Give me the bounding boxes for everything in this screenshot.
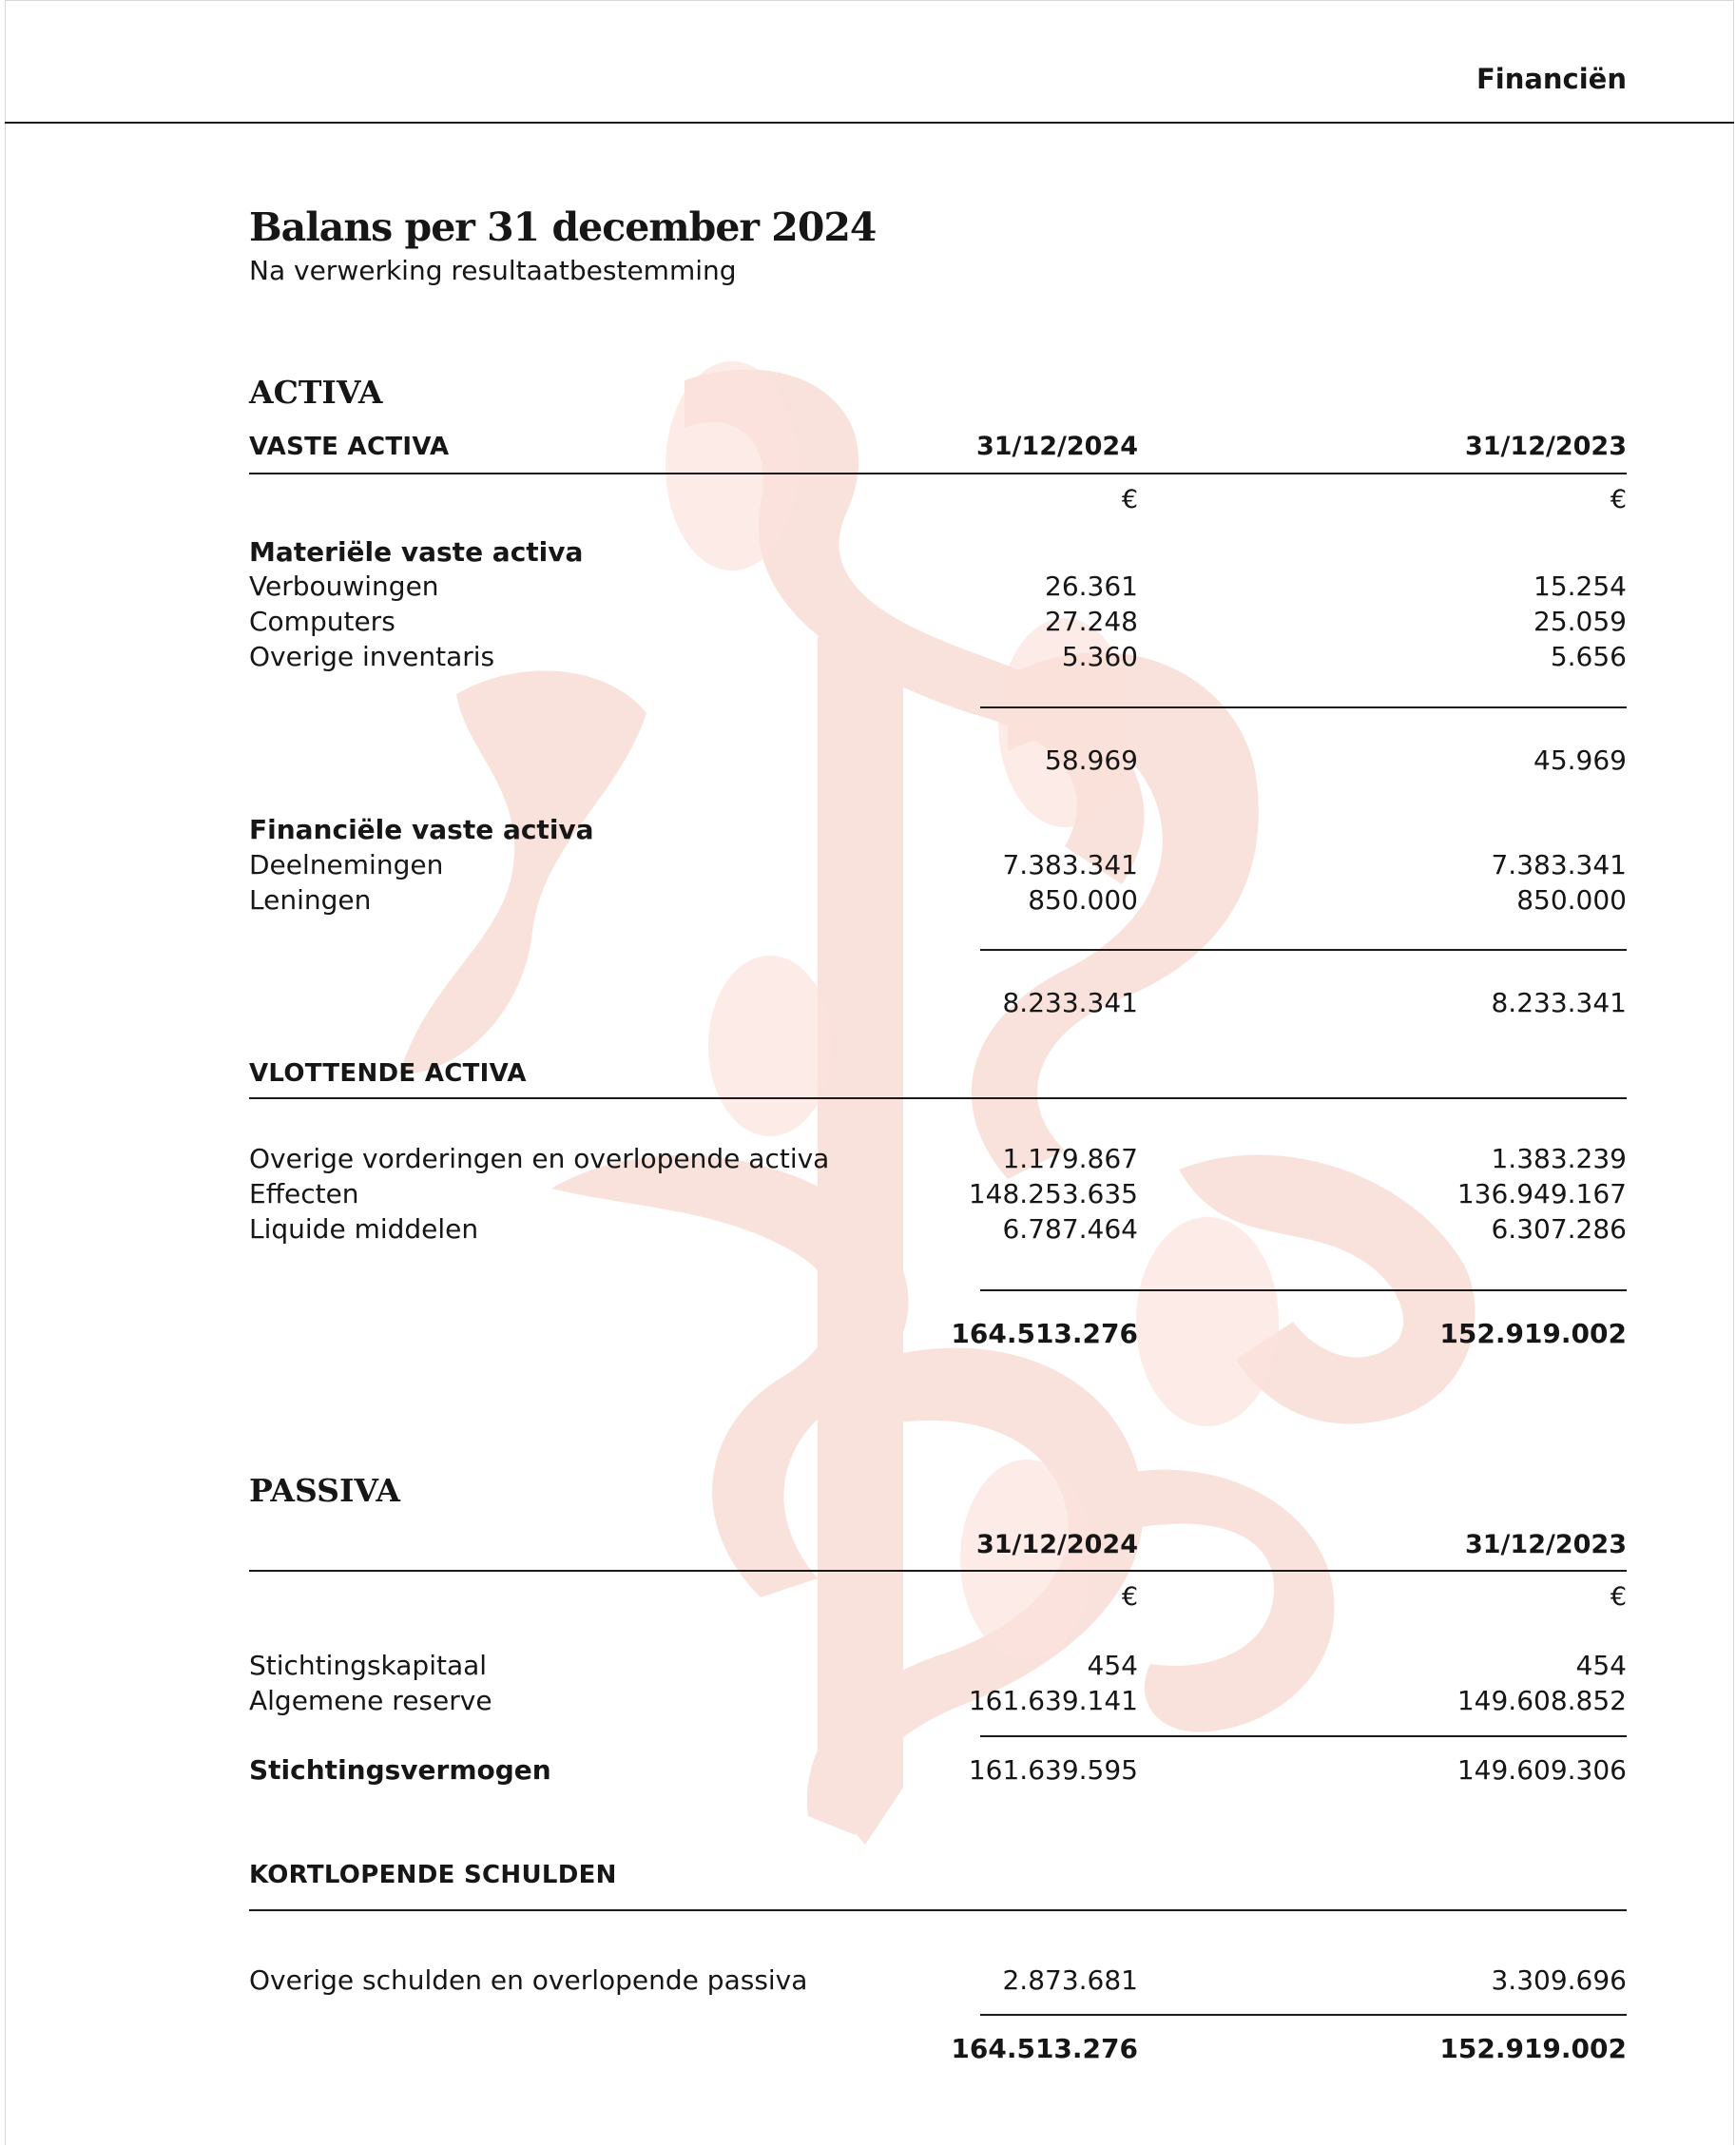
row-label: Leningen bbox=[249, 884, 372, 916]
table-row bbox=[249, 1650, 1627, 1685]
table-row bbox=[249, 606, 1627, 641]
header-divider bbox=[5, 122, 1734, 124]
row-value-2024: 6.787.464 bbox=[1002, 1213, 1138, 1245]
row-value-2023: 3.309.696 bbox=[1491, 1964, 1627, 1996]
row-label: Verbouwingen bbox=[249, 571, 439, 602]
column-header-2024: 31/12/2024 bbox=[975, 1530, 1138, 1559]
currency-2023: € bbox=[1610, 485, 1627, 514]
currency-2023: € bbox=[1610, 1582, 1627, 1612]
total-row bbox=[249, 2033, 1627, 2068]
row-value-2024: 161.639.141 bbox=[968, 1685, 1138, 1716]
total-divider bbox=[980, 2014, 1627, 2016]
row-label: Overige vorderingen en overlopende activa bbox=[249, 1143, 830, 1174]
passiva-total-2024: 164.513.276 bbox=[951, 2033, 1138, 2064]
row-value-2023: 25.059 bbox=[1533, 606, 1627, 637]
kortlopende-schulden-heading: KORTLOPENDE SCHULDEN bbox=[249, 1861, 617, 1889]
row-value-2023: 136.949.167 bbox=[1456, 1178, 1627, 1209]
row-value-2023: 15.254 bbox=[1533, 571, 1627, 602]
vaste-activa-heading: VASTE ACTIVA bbox=[249, 433, 450, 461]
table-row bbox=[249, 884, 1627, 919]
row-value-2024: 850.000 bbox=[1028, 884, 1138, 916]
row-label: Computers bbox=[249, 606, 395, 637]
table-row bbox=[249, 1143, 1627, 1178]
subtotal-divider bbox=[980, 949, 1627, 951]
subtotal-row bbox=[249, 1754, 1627, 1789]
subtotal-divider bbox=[980, 706, 1627, 708]
activa-total-2024: 164.513.276 bbox=[951, 1318, 1138, 1349]
row-value-2023: 149.609.306 bbox=[1456, 1754, 1627, 1786]
divider bbox=[249, 1097, 1627, 1099]
total-row bbox=[249, 1318, 1627, 1353]
row-value-2024: 148.253.635 bbox=[968, 1178, 1138, 1209]
row-value-2024: 7.383.341 bbox=[1002, 849, 1138, 880]
row-value-2023: 850.000 bbox=[1516, 884, 1627, 916]
subtotal-2023: 45.969 bbox=[1533, 745, 1627, 776]
divider bbox=[249, 473, 1627, 474]
page-title: Balans per 31 december 2024 bbox=[249, 204, 877, 250]
row-label: Liquide middelen bbox=[249, 1213, 479, 1245]
row-value-2023: 1.383.239 bbox=[1491, 1143, 1627, 1174]
passiva-title: PASSIVA bbox=[249, 1472, 401, 1509]
table-row bbox=[249, 849, 1627, 884]
subtotal-row bbox=[249, 987, 1627, 1022]
divider bbox=[249, 1570, 1627, 1572]
row-value-2024: 454 bbox=[1087, 1650, 1138, 1681]
column-header-2024: 31/12/2024 bbox=[975, 432, 1138, 461]
subtotal-row bbox=[249, 745, 1627, 780]
vlottende-activa-heading: VLOTTENDE ACTIVA bbox=[249, 1059, 527, 1088]
subtotal-divider bbox=[980, 1735, 1627, 1737]
subtotal-2023: 8.233.341 bbox=[1491, 987, 1627, 1018]
table-row bbox=[249, 1178, 1627, 1213]
row-label: Effecten bbox=[249, 1178, 359, 1209]
row-label: Stichtingskapitaal bbox=[249, 1650, 488, 1681]
subtotal-2024: 8.233.341 bbox=[1002, 987, 1138, 1018]
total-divider bbox=[980, 1289, 1627, 1291]
table-row bbox=[249, 1213, 1627, 1248]
column-header-2023: 31/12/2023 bbox=[1464, 1530, 1627, 1559]
subtotal-2024: 58.969 bbox=[1045, 745, 1138, 776]
divider bbox=[249, 1909, 1627, 1911]
row-label: Overige inventaris bbox=[249, 641, 495, 672]
row-label: Overige schulden en overlopende passiva bbox=[249, 1964, 808, 1996]
row-value-2024: 2.873.681 bbox=[1002, 1964, 1138, 1996]
group-title-materiele: Materiële vaste activa bbox=[249, 536, 584, 568]
row-value-2023: 5.656 bbox=[1550, 641, 1627, 672]
row-value-2024: 5.360 bbox=[1061, 641, 1138, 672]
table-row bbox=[249, 641, 1627, 676]
passiva-total-2023: 152.919.002 bbox=[1439, 2033, 1627, 2064]
row-value-2023: 7.383.341 bbox=[1491, 849, 1627, 880]
row-value-2024: 26.361 bbox=[1045, 571, 1138, 602]
row-value-2023: 149.608.852 bbox=[1456, 1685, 1627, 1716]
table-row bbox=[249, 1964, 1627, 2000]
row-value-2024: 1.179.867 bbox=[1002, 1143, 1138, 1174]
group-title-financiele: Financiële vaste activa bbox=[249, 814, 594, 845]
row-label: Stichtingsvermogen bbox=[249, 1754, 551, 1786]
page-subtitle: Na verwerking resultaatbestemming bbox=[249, 255, 737, 286]
activa-total-2023: 152.919.002 bbox=[1439, 1318, 1627, 1349]
table-row bbox=[249, 571, 1627, 606]
currency-2024: € bbox=[1121, 1582, 1138, 1612]
activa-title: ACTIVA bbox=[249, 374, 383, 411]
row-label: Deelnemingen bbox=[249, 849, 444, 880]
row-value-2024: 161.639.595 bbox=[968, 1754, 1138, 1786]
row-value-2024: 27.248 bbox=[1045, 606, 1138, 637]
table-row bbox=[249, 1685, 1627, 1720]
header-section-label: Financiën bbox=[1476, 63, 1627, 95]
currency-2024: € bbox=[1121, 485, 1138, 514]
column-header-2023: 31/12/2023 bbox=[1464, 432, 1627, 461]
row-label: Algemene reserve bbox=[249, 1685, 492, 1716]
row-value-2023: 454 bbox=[1575, 1650, 1627, 1681]
row-value-2023: 6.307.286 bbox=[1491, 1213, 1627, 1245]
